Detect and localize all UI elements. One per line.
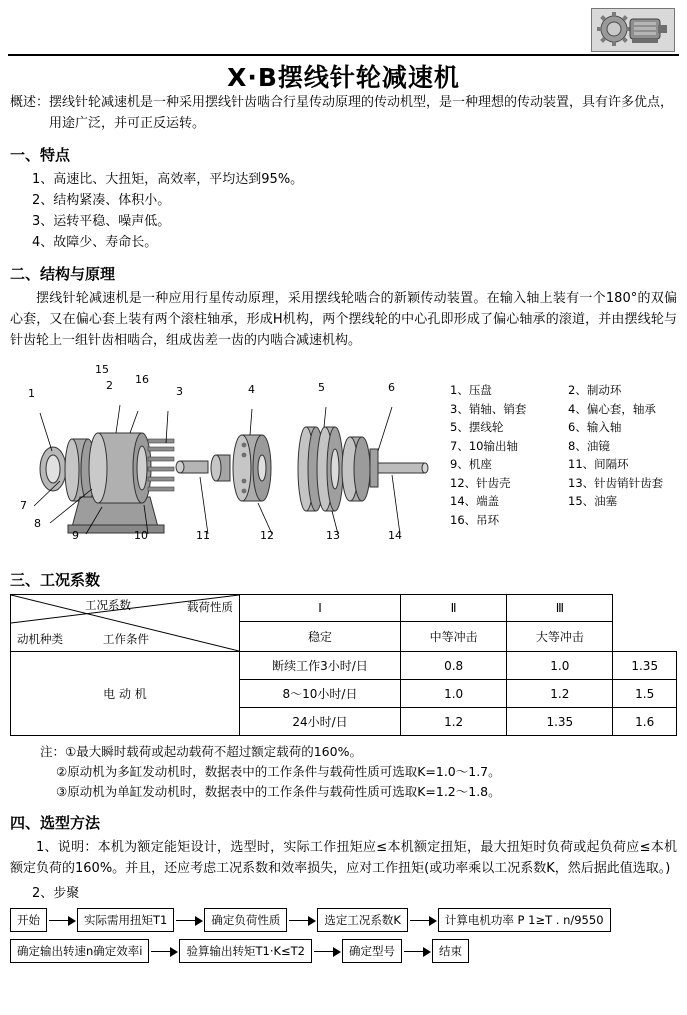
reducer-exploded-view-image bbox=[20, 377, 440, 547]
selection-steps-label: 2、步聚 bbox=[32, 886, 80, 901]
table-note: 注：①最大瞬时载荷或起动载荷不超过额定载荷的160%。 bbox=[40, 744, 362, 759]
table-row bbox=[11, 652, 677, 680]
flow-node-verify-torque: 验算输出转矩T1·K≤T2 bbox=[179, 939, 312, 963]
feature-item: 4、故障少、寿命长。 bbox=[32, 235, 158, 250]
feature-item: 3、运转平稳、噪声低。 bbox=[32, 214, 171, 229]
header-work-condition: 工作条件 bbox=[103, 632, 149, 646]
row-group-label: 电 动 机 bbox=[11, 652, 240, 736]
table-col-header-1: Ⅰ bbox=[240, 595, 401, 622]
header-load-nature: 载荷性质 bbox=[187, 600, 233, 614]
diagram-callout-11: 11 bbox=[196, 529, 210, 542]
row-value: 1.2 bbox=[401, 708, 507, 736]
flow-node-start: 开始 bbox=[10, 908, 47, 932]
diagram-callout-16: 16 bbox=[135, 373, 149, 386]
flow-arrow-icon bbox=[149, 946, 179, 956]
legend-row bbox=[450, 474, 675, 493]
flow-node-torque: 实际需用扭矩T1 bbox=[77, 908, 174, 932]
legend-item: 13、针齿销针齿套 bbox=[568, 475, 664, 490]
legend-item: 4、偏心套，轴承 bbox=[568, 401, 656, 416]
legend-item: 3、销轴、销套 bbox=[450, 401, 527, 416]
title-divider bbox=[8, 54, 679, 56]
legend-row bbox=[450, 400, 675, 419]
table-corner-header bbox=[11, 595, 240, 652]
flow-arrow-icon bbox=[47, 915, 77, 925]
intro-paragraph bbox=[10, 92, 677, 134]
legend-item: 15、油塞 bbox=[568, 494, 618, 508]
flow-node-power: 计算电机功率 P 1≥T . n/9550 bbox=[438, 908, 611, 932]
flow-arrow-icon bbox=[174, 915, 204, 925]
legend-row bbox=[450, 511, 675, 530]
table-col-subheader-1: 稳定 bbox=[240, 621, 401, 651]
row-value: 1.35 bbox=[507, 708, 613, 736]
exploded-diagram bbox=[10, 359, 677, 559]
legend-row bbox=[450, 455, 675, 474]
condition-factor-table bbox=[10, 594, 677, 736]
structure-paragraph: 摆线针轮减速机是一种应用行星传动原理，采用摆线轮啮合的新颖传动装置。在输入轴上装有一个180°的双偏心套，又在偏心套上装有两个滚柱轴承，形成H机构，两个摆线轮的中心孔即形成了偏心轴承的滚道，并由摆线轮与针齿轮上一组针齿相啮合，组成齿差一齿的内啮合减速机构。 bbox=[10, 291, 677, 348]
row-value: 1.2 bbox=[507, 680, 613, 708]
legend-row bbox=[450, 492, 675, 511]
table-col-subheader-2: 中等冲击 bbox=[401, 621, 507, 651]
diagram-callout-10: 10 bbox=[134, 529, 148, 542]
legend-item: 7、10输出轴 bbox=[450, 438, 518, 453]
document-content bbox=[10, 92, 677, 970]
row-value: 1.0 bbox=[507, 652, 613, 680]
diagram-callout-12: 12 bbox=[260, 529, 274, 542]
legend-row bbox=[450, 381, 675, 400]
flow-node-end: 结束 bbox=[432, 939, 469, 963]
diagram-callout-2: 2 bbox=[106, 379, 113, 392]
flowchart-row-1 bbox=[10, 908, 677, 932]
row-value: 1.6 bbox=[613, 708, 677, 736]
table-col-header-2: Ⅱ bbox=[401, 595, 507, 622]
legend-row bbox=[450, 437, 675, 456]
diagram-callout-9: 9 bbox=[72, 529, 79, 542]
table-note: ③原动机为单缸发动机时，数据表中的工作条件与载荷性质可选取K=1.2～1.8。 bbox=[56, 784, 501, 799]
diagram-callout-14: 14 bbox=[388, 529, 402, 542]
flow-arrow-icon bbox=[312, 946, 342, 956]
row-condition: 8～10小时/日 bbox=[240, 680, 401, 708]
row-condition: 24小时/日 bbox=[240, 708, 401, 736]
diagram-legend bbox=[450, 381, 675, 529]
diagram-callout-15: 15 bbox=[95, 363, 109, 376]
row-condition: 断续工作3小时/日 bbox=[240, 652, 401, 680]
legend-item: 6、输入轴 bbox=[568, 420, 622, 434]
legend-item: 16、吊环 bbox=[450, 512, 500, 527]
gearmotor-icon bbox=[592, 9, 672, 49]
diagram-callout-3: 3 bbox=[176, 385, 183, 398]
gearmotor-logo bbox=[591, 8, 675, 52]
feature-item: 1、高速比、大扭矩，高效率，平均达到95%。 bbox=[32, 172, 304, 187]
table-header-row bbox=[11, 595, 677, 622]
diagram-callout-6: 6 bbox=[388, 381, 395, 394]
row-value: 0.8 bbox=[401, 652, 507, 680]
header-corner-label: 工况系数 bbox=[85, 598, 131, 612]
flow-arrow-icon bbox=[287, 915, 317, 925]
diagram-callout-4: 4 bbox=[248, 383, 255, 396]
flow-node-model: 确定型号 bbox=[342, 939, 402, 963]
legend-item bbox=[568, 511, 675, 530]
legend-row bbox=[450, 418, 675, 437]
feature-item: 2、结构紧凑、体积小。 bbox=[32, 193, 171, 208]
page-title: X·B摆线针轮减速机 bbox=[227, 63, 460, 92]
flow-node-load-nature: 确定负荷性质 bbox=[204, 908, 287, 932]
row-value: 1.0 bbox=[401, 680, 507, 708]
legend-item: 12、针齿壳 bbox=[450, 475, 511, 490]
row-value: 1.5 bbox=[613, 680, 677, 708]
diagram-callout-5: 5 bbox=[318, 381, 325, 394]
section-heading-condition-factor: 三、工况系数 bbox=[10, 571, 101, 589]
table-col-header-3: Ⅲ bbox=[507, 595, 613, 622]
legend-item: 2、制动环 bbox=[568, 383, 622, 397]
diagram-callout-7: 7 bbox=[20, 499, 27, 512]
legend-item: 5、摆线轮 bbox=[450, 420, 504, 434]
section-heading-features: 一、特点 bbox=[10, 146, 71, 164]
diagram-callout-13: 13 bbox=[326, 529, 340, 542]
selection-flowchart bbox=[10, 908, 677, 963]
intro-body: 摆线针轮减速机是一种采用摆线针齿啮合行星传动原理的传动机型，是一种理想的传动装置，具有许多优点，用途广泛，并可正反运转。 bbox=[49, 95, 674, 131]
diagram-callout-1: 1 bbox=[28, 387, 35, 400]
legend-item: 14、端盖 bbox=[450, 494, 500, 508]
legend-item: 11、间隔环 bbox=[568, 457, 629, 471]
table-note: ②原动机为多缸发动机时，数据表中的工作条件与载荷性质可选取K=1.0～1.7。 bbox=[56, 764, 501, 779]
flowchart-row-2 bbox=[10, 939, 677, 963]
selection-description: 1、说明：本机为额定能矩设计，选型时，实际工作扭矩应≤本机额定扭矩，最大扭矩时负荷或起负荷应≤本机额定负荷的160%。并且，还应考虑工况系数和效率损失，应对工作扭矩(或功率乘以工况系数K，然后据此值选取。) bbox=[10, 840, 677, 876]
flow-arrow-icon bbox=[402, 946, 432, 956]
legend-item: 1、压盘 bbox=[450, 383, 492, 397]
table-notes bbox=[10, 742, 677, 802]
section-heading-selection: 四、选型方法 bbox=[10, 814, 101, 832]
header-motor-kind: 动机种类 bbox=[17, 632, 63, 646]
row-value: 1.35 bbox=[613, 652, 677, 680]
diagram-callout-8: 8 bbox=[34, 517, 41, 530]
flow-node-factor: 选定工况系数K bbox=[317, 908, 408, 932]
legend-item: 9、机座 bbox=[450, 457, 492, 471]
legend-item: 8、油镜 bbox=[568, 438, 610, 453]
flow-arrow-icon bbox=[408, 915, 438, 925]
flow-node-speed-efficiency: 确定输出转速n确定效率i bbox=[10, 939, 149, 963]
section-heading-structure: 二、结构与原理 bbox=[10, 265, 116, 283]
intro-label: 概述： bbox=[10, 95, 50, 110]
table-col-subheader-3: 大等冲击 bbox=[507, 621, 613, 651]
